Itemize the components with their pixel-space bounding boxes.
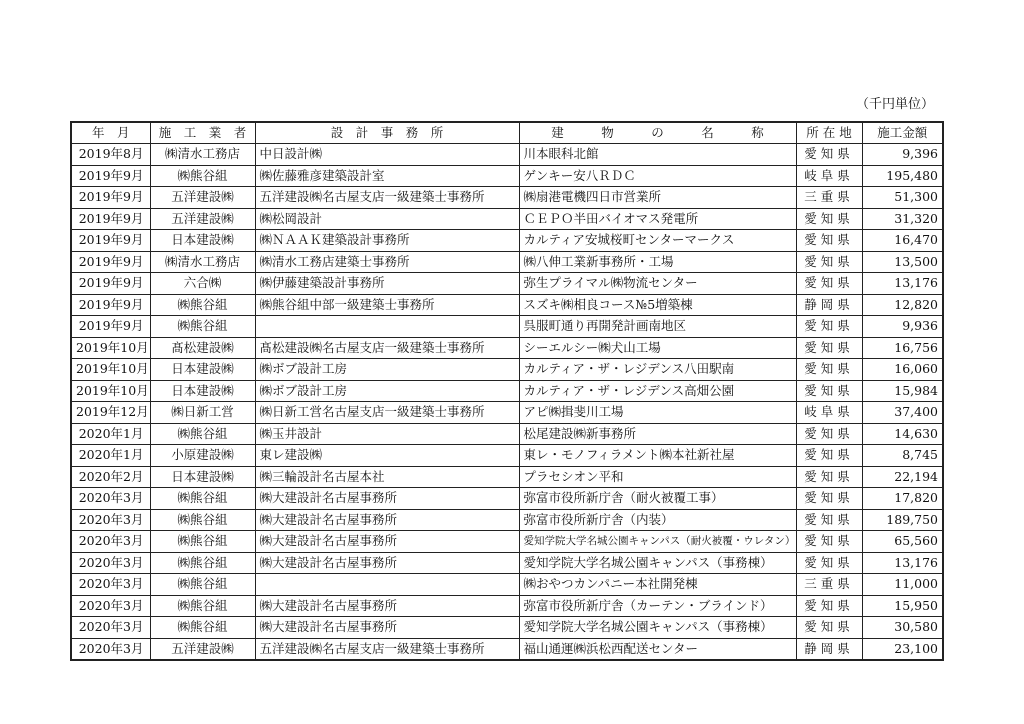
cell-date: 2019年9月 [71, 273, 150, 295]
cell-designer: ㈱大建設計名古屋事務所 [255, 488, 519, 510]
header-location: 所 在 地 [796, 122, 862, 144]
table-row [71, 380, 943, 402]
cell-date: 2020年3月 [71, 552, 150, 574]
cell-date: 2020年3月 [71, 617, 150, 639]
cell-amount: 17,820 [862, 488, 943, 510]
cell-location: 愛知県 [796, 230, 862, 252]
cell-amount: 195,480 [862, 165, 943, 187]
cell-location: 愛知県 [796, 208, 862, 230]
cell-amount: 16,470 [862, 230, 943, 252]
cell-constructor: ㈱熊谷組 [150, 509, 255, 531]
cell-date: 2019年10月 [71, 337, 150, 359]
cell-amount: 14,630 [862, 423, 943, 445]
cell-amount: 8,745 [862, 445, 943, 467]
cell-location: 愛知県 [796, 509, 862, 531]
table-row [71, 294, 943, 316]
cell-building: 弥富市役所新庁舎（カーテン・ブラインド） [519, 595, 796, 617]
cell-amount: 9,396 [862, 144, 943, 166]
cell-location: 静岡県 [796, 294, 862, 316]
cell-constructor: ㈱熊谷組 [150, 552, 255, 574]
cell-location: 愛知県 [796, 251, 862, 273]
table-row [71, 531, 943, 553]
table-header-row [71, 122, 943, 144]
cell-building: 弥富市役所新庁舎（耐火被覆工事） [519, 488, 796, 510]
cell-constructor: ㈱清水工務店 [150, 251, 255, 273]
cell-constructor: ㈱熊谷組 [150, 574, 255, 596]
cell-constructor: ㈱熊谷組 [150, 531, 255, 553]
cell-amount: 13,176 [862, 552, 943, 574]
header-designer: 設 計 事 務 所 [255, 122, 519, 144]
cell-building: 愛知学院大学名城公園キャンパス（事務棟） [519, 617, 796, 639]
cell-building: プラセシオン平和 [519, 466, 796, 488]
cell-date: 2019年10月 [71, 380, 150, 402]
cell-location: 静岡県 [796, 638, 862, 660]
table-row [71, 402, 943, 424]
unit-label: （千円単位） [855, 97, 934, 112]
cell-constructor: ㈱熊谷組 [150, 595, 255, 617]
cell-designer [255, 574, 519, 596]
cell-building: ㈱八伸工業新事務所・工場 [519, 251, 796, 273]
table-row [71, 552, 943, 574]
cell-date: 2019年9月 [71, 316, 150, 338]
cell-designer: ㈱玉井設計 [255, 423, 519, 445]
cell-constructor: 髙松建設㈱ [150, 337, 255, 359]
cell-amount: 31,320 [862, 208, 943, 230]
cell-date: 2020年3月 [71, 488, 150, 510]
cell-date: 2019年9月 [71, 230, 150, 252]
cell-location: 岐阜県 [796, 402, 862, 424]
cell-amount: 15,984 [862, 380, 943, 402]
table-row [71, 337, 943, 359]
cell-constructor: ㈱熊谷組 [150, 423, 255, 445]
table-row [71, 617, 943, 639]
cell-location: 岐阜県 [796, 165, 862, 187]
table-row [71, 230, 943, 252]
cell-location: 愛知県 [796, 316, 862, 338]
cell-constructor: ㈱熊谷組 [150, 165, 255, 187]
cell-building: 東レ・モノフィラメント㈱本社新社屋 [519, 445, 796, 467]
cell-amount: 37,400 [862, 402, 943, 424]
cell-designer: 五洋建設㈱名古屋支店一級建築士事務所 [255, 638, 519, 660]
cell-building: 福山通運㈱浜松西配送センター [519, 638, 796, 660]
cell-location: 愛知県 [796, 595, 862, 617]
table-row [71, 509, 943, 531]
table-row [71, 595, 943, 617]
cell-building: 川本眼科北館 [519, 144, 796, 166]
cell-date: 2020年3月 [71, 595, 150, 617]
construction-records-table [70, 121, 944, 661]
cell-date: 2019年12月 [71, 402, 150, 424]
cell-constructor: 六合㈱ [150, 273, 255, 295]
table-row [71, 316, 943, 338]
table-row [71, 445, 943, 467]
cell-building: ＣＥＰＯ半田バイオマス発電所 [519, 208, 796, 230]
cell-constructor: ㈱清水工務店 [150, 144, 255, 166]
cell-amount: 9,936 [862, 316, 943, 338]
cell-location: 愛知県 [796, 617, 862, 639]
cell-constructor: ㈱熊谷組 [150, 617, 255, 639]
cell-designer: ㈱大建設計名古屋事務所 [255, 617, 519, 639]
cell-designer: 東レ建設㈱ [255, 445, 519, 467]
header-amount: 施工金額 [862, 122, 943, 144]
cell-building: ㈱扇港電機四日市営業所 [519, 187, 796, 209]
cell-building: 愛知学院大学名城公園キャンパス（耐火被覆・ウレタン） [519, 531, 796, 553]
cell-date: 2020年1月 [71, 445, 150, 467]
cell-date: 2019年10月 [71, 359, 150, 381]
cell-amount: 22,194 [862, 466, 943, 488]
cell-amount: 30,580 [862, 617, 943, 639]
cell-location: 三重県 [796, 574, 862, 596]
table-row [71, 144, 943, 166]
cell-location: 愛知県 [796, 466, 862, 488]
cell-amount: 12,820 [862, 294, 943, 316]
cell-amount: 23,100 [862, 638, 943, 660]
cell-designer: ㈱大建設計名古屋事務所 [255, 531, 519, 553]
cell-designer: ㈱ボブ設計工房 [255, 359, 519, 381]
table-row [71, 359, 943, 381]
cell-building: 松尾建設㈱新事務所 [519, 423, 796, 445]
cell-constructor: ㈱熊谷組 [150, 316, 255, 338]
table-row [71, 574, 943, 596]
cell-building: 愛知学院大学名城公園キャンパス（事務棟） [519, 552, 796, 574]
cell-location: 愛知県 [796, 273, 862, 295]
cell-designer: ㈱大建設計名古屋事務所 [255, 509, 519, 531]
cell-building: 弥富市役所新庁舎（内装） [519, 509, 796, 531]
cell-date: 2020年1月 [71, 423, 150, 445]
table-row [71, 423, 943, 445]
cell-location: 愛知県 [796, 445, 862, 467]
cell-date: 2020年3月 [71, 638, 150, 660]
table-row [71, 251, 943, 273]
cell-constructor: 日本建設㈱ [150, 380, 255, 402]
cell-constructor: 五洋建設㈱ [150, 638, 255, 660]
cell-amount: 11,000 [862, 574, 943, 596]
cell-date: 2019年9月 [71, 208, 150, 230]
cell-amount: 16,060 [862, 359, 943, 381]
cell-date: 2020年3月 [71, 574, 150, 596]
cell-designer: ㈱日新工営名古屋支店一級建築士事務所 [255, 402, 519, 424]
cell-amount: 189,750 [862, 509, 943, 531]
table-row [71, 638, 943, 660]
table-row [71, 208, 943, 230]
cell-amount: 51,300 [862, 187, 943, 209]
cell-designer: ㈱伊藤建築設計事務所 [255, 273, 519, 295]
cell-constructor: 五洋建設㈱ [150, 187, 255, 209]
cell-designer: ㈱熊谷組中部一級建築士事務所 [255, 294, 519, 316]
cell-designer: ㈱大建設計名古屋事務所 [255, 552, 519, 574]
cell-building: ㈱おやつカンパニー本社開発棟 [519, 574, 796, 596]
cell-building: カルティア・ザ・レジデンス高畑公園 [519, 380, 796, 402]
cell-amount: 13,176 [862, 273, 943, 295]
cell-location: 愛知県 [796, 488, 862, 510]
cell-designer: ㈱三輪設計名古屋本社 [255, 466, 519, 488]
cell-designer: ㈱大建設計名古屋事務所 [255, 595, 519, 617]
cell-date: 2020年2月 [71, 466, 150, 488]
cell-designer [255, 316, 519, 338]
cell-location: 愛知県 [796, 359, 862, 381]
cell-constructor: 五洋建設㈱ [150, 208, 255, 230]
cell-constructor: 小原建設㈱ [150, 445, 255, 467]
header-date: 年 月 [71, 122, 150, 144]
cell-location: 愛知県 [796, 337, 862, 359]
cell-location: 愛知県 [796, 144, 862, 166]
cell-date: 2019年9月 [71, 165, 150, 187]
cell-date: 2019年9月 [71, 294, 150, 316]
cell-building: カルティア・ザ・レジデンス八田駅南 [519, 359, 796, 381]
cell-location: 愛知県 [796, 531, 862, 553]
cell-constructor: ㈱日新工営 [150, 402, 255, 424]
table-row [71, 187, 943, 209]
cell-constructor: ㈱熊谷組 [150, 488, 255, 510]
cell-building: 呉服町通り再開発計画南地区 [519, 316, 796, 338]
table-row [71, 466, 943, 488]
cell-designer: ㈱松岡設計 [255, 208, 519, 230]
cell-amount: 13,500 [862, 251, 943, 273]
cell-designer: 中日設計㈱ [255, 144, 519, 166]
cell-constructor: ㈱熊谷組 [150, 294, 255, 316]
cell-date: 2019年9月 [71, 187, 150, 209]
header-constructor: 施 工 業 者 [150, 122, 255, 144]
table-row [71, 273, 943, 295]
cell-location: 愛知県 [796, 423, 862, 445]
cell-constructor: 日本建設㈱ [150, 230, 255, 252]
cell-amount: 15,950 [862, 595, 943, 617]
cell-constructor: 日本建設㈱ [150, 466, 255, 488]
table-body [71, 144, 943, 661]
cell-location: 三重県 [796, 187, 862, 209]
cell-building: カルティア安城桜町センターマークス [519, 230, 796, 252]
cell-designer: 髙松建設㈱名古屋支店一級建築士事務所 [255, 337, 519, 359]
cell-location: 愛知県 [796, 552, 862, 574]
cell-designer: ㈱佐藤雅彦建築設計室 [255, 165, 519, 187]
cell-designer: ㈱ボブ設計工房 [255, 380, 519, 402]
cell-date: 2019年9月 [71, 251, 150, 273]
cell-building: アピ㈱揖斐川工場 [519, 402, 796, 424]
cell-building: 弥生プライマル㈱物流センター [519, 273, 796, 295]
cell-constructor: 日本建設㈱ [150, 359, 255, 381]
header-building: 建 物 の 名 称 [519, 122, 796, 144]
cell-date: 2019年8月 [71, 144, 150, 166]
cell-building: シーエルシー㈱犬山工場 [519, 337, 796, 359]
table-row [71, 165, 943, 187]
table-row [71, 488, 943, 510]
cell-date: 2020年3月 [71, 509, 150, 531]
cell-amount: 65,560 [862, 531, 943, 553]
cell-designer: ㈱ＮＡＡＫ建築設計事務所 [255, 230, 519, 252]
cell-amount: 16,756 [862, 337, 943, 359]
cell-building: スズキ㈱相良コース№5増築棟 [519, 294, 796, 316]
cell-designer: ㈱清水工務店建築士事務所 [255, 251, 519, 273]
cell-location: 愛知県 [796, 380, 862, 402]
cell-date: 2020年3月 [71, 531, 150, 553]
cell-building: ゲンキー安八ＲＤＣ [519, 165, 796, 187]
cell-designer: 五洋建設㈱名古屋支店一級建築士事務所 [255, 187, 519, 209]
